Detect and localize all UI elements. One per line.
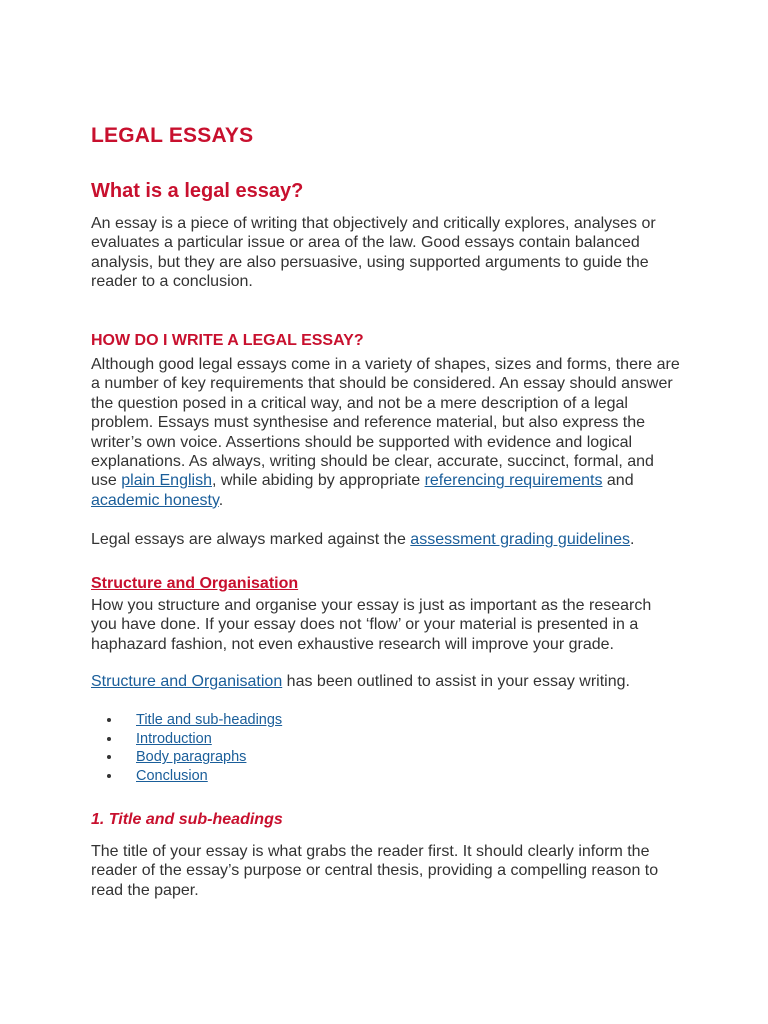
plain-english-link[interactable]: plain English: [121, 472, 212, 490]
marked-end: .: [629, 531, 635, 548]
marked-paragraph: [91, 530, 681, 549]
bullet-icon: [107, 737, 111, 741]
section-heading-structure[interactable]: Structure and Organisation: [91, 575, 299, 592]
outline-text: has been outlined to assist in your essay writing.: [286, 673, 630, 690]
list-item: [107, 748, 282, 767]
how-text-2: , while abiding by appropriate: [211, 472, 421, 490]
structure-paragraph: How you structure and organise your essay is just as important as the research you have done. If your essay does not ‘flow’ or your material is presented in a haphazard fashion, not even exhaustive research will improve your grade.: [91, 597, 652, 653]
how-to-write-paragraph: [91, 355, 681, 510]
bullet-icon: [107, 755, 111, 759]
bullet-icon: [107, 718, 111, 722]
page-title: LEGAL ESSAYS: [91, 124, 254, 147]
conclusion-link[interactable]: Conclusion: [136, 767, 208, 784]
list-item: [107, 730, 282, 749]
list-item: [107, 711, 282, 730]
body-paragraphs-link[interactable]: Body paragraphs: [136, 749, 247, 766]
section-heading-title-subheadings: 1. Title and sub-headings: [91, 811, 283, 828]
assessment-grading-guidelines-link[interactable]: assessment grading guidelines: [410, 531, 630, 548]
list-item: [107, 767, 282, 786]
academic-honesty-link[interactable]: academic honesty: [91, 491, 219, 509]
title-subheadings-link[interactable]: Title and sub-headings: [136, 712, 283, 728]
intro-paragraph: An essay is a piece of writing that objectively and critically explores, analyses or evaluates a particular issue or area of the law. Good essays contain balanced analysis, but they are also persuasive, using supported arguments to guide the reader to a conclusion.: [91, 215, 656, 291]
marked-text: Legal essays are always marked against the: [91, 531, 406, 548]
outline-paragraph: [91, 672, 681, 691]
structure-organisation-link[interactable]: Structure and Organisation: [91, 673, 283, 690]
how-text-4: .: [218, 491, 224, 509]
bullet-icon: [107, 774, 111, 778]
introduction-link[interactable]: Introduction: [136, 730, 212, 747]
referencing-requirements-link[interactable]: referencing requirements: [424, 472, 603, 490]
how-text-3: and: [606, 472, 634, 490]
section-heading-how-to-write: HOW DO I WRITE A LEGAL ESSAY?: [91, 332, 364, 349]
section-heading-what-is: What is a legal essay?: [91, 180, 304, 202]
title-section-paragraph: The title of your essay is what grabs the reader first. It should clearly inform the reader of the essay’s purpose or central thesis, providing a compelling reason to read the paper.: [91, 843, 659, 899]
contents-list: [107, 711, 282, 785]
how-text: Although good legal essays come in a variety of shapes, sizes and forms, there are a number of key requirements that should be considered. An essay should answer the question posed in a critical way, and not be a mere description of a legal problem. Essays must synthesise and reference material, but also express the writer’s own voice. Assertions should be supported with evidence and logical explanations. As always, writing should be clear, accurate, succinct, formal, and use: [91, 356, 680, 490]
